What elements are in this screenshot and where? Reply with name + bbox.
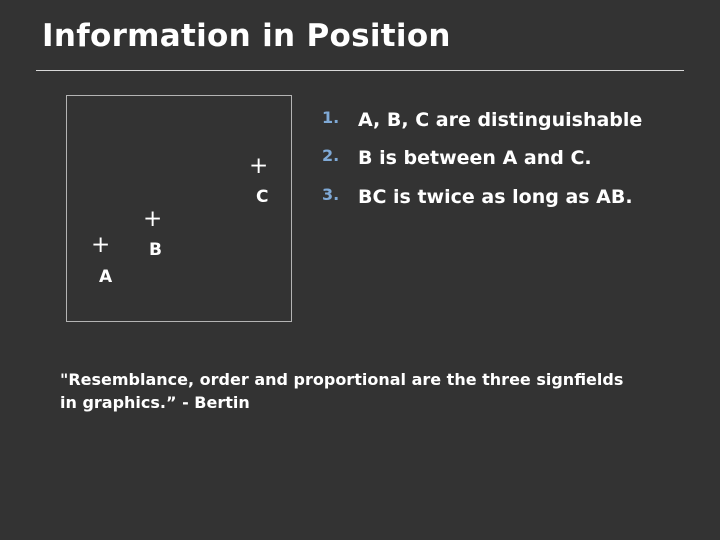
list-item-text: A, B, C are distinguishable <box>358 109 643 131</box>
list-item <box>322 185 672 209</box>
list-item-text: B is between A and C. <box>358 147 592 170</box>
diagram-frame <box>66 95 292 322</box>
list-item <box>322 108 672 132</box>
list-item <box>322 146 672 170</box>
list-item-number: 3. <box>322 184 340 204</box>
point-marker-c: + <box>249 153 269 179</box>
point-marker-a: + <box>91 232 111 258</box>
point-label-c: C <box>256 187 269 207</box>
list-item-number: 1. <box>322 108 340 127</box>
list-item-text: BC is twice as long as AB. <box>358 185 633 208</box>
title-divider <box>36 70 684 71</box>
list-item-number: 2. <box>322 146 340 166</box>
quote-text: "Resemblance, order and proportional are the three signfields in graphics.” - Bertin <box>60 370 624 413</box>
point-label-b: B <box>149 240 162 260</box>
page-title: Information in Position <box>42 18 451 54</box>
point-label-a: A <box>99 267 113 287</box>
point-marker-b: + <box>143 206 163 232</box>
numbered-list <box>322 108 672 223</box>
